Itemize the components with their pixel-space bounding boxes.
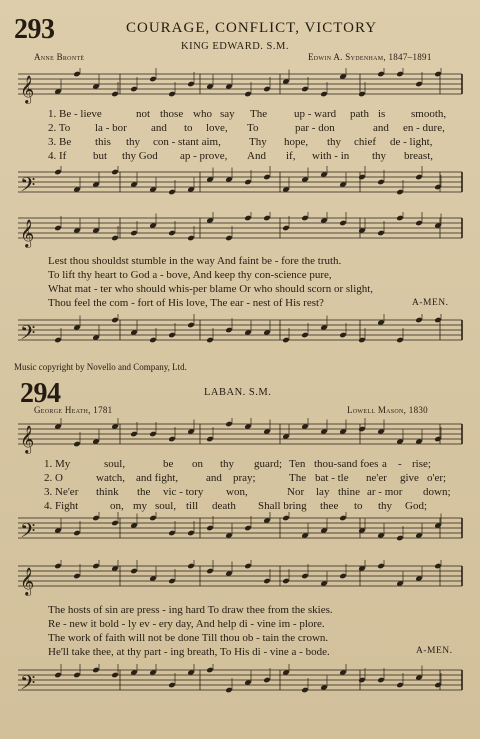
lyric: not [136,108,151,120]
lyric: a [382,458,387,470]
lyric: vic - tory [163,486,204,498]
lyric: ne'er [366,472,387,484]
lyric-line: Thou feel the com - fort of His love, The ear - nest of His rest? [48,297,324,309]
lyric: Thy [249,136,267,148]
author-293: Anne Brontë [34,52,85,62]
lyric: but [93,150,108,162]
music-staff-293-2 [0,166,480,206]
lyric: de - light, [390,136,433,148]
lyric: give [400,472,419,484]
lyric: soul, [155,500,177,512]
lyric: to [354,500,363,512]
music-staff-294-4 [0,664,480,706]
lyric-line: Re - new it bold - ly ev - ery day, And help di - vine im - plore. [48,618,325,630]
lyric: my [133,500,148,512]
music-staff-294-2 [0,512,480,554]
svg-text:𝄞: 𝄞 [20,567,35,595]
lyric: con - stant aim, [153,136,221,148]
lyric: love, [206,122,228,134]
lyric: thee [320,500,339,512]
lyric: on [192,458,203,470]
music-staff-294-3 [0,560,480,600]
lyric: path [350,108,369,120]
lyric-line: The hosts of sin are press - ing hard To draw thee from the skies. [48,604,333,616]
svg-text:𝄢: 𝄢 [20,519,36,547]
lyric: thy [327,136,342,148]
lyric: thy [372,150,387,162]
lyric: and fight, [136,472,179,484]
svg-text:𝄞: 𝄞 [20,75,35,103]
lyric: 1. My [44,458,71,470]
tune-name-294: LABAN. S.M. [204,387,272,398]
lyric: with - in [312,150,350,162]
hymn-number-294: 294 [20,378,61,409]
lyric: death [212,500,236,512]
lyric: 4. Fight [44,500,79,512]
lyric: lay [316,486,330,498]
lyric: And [247,150,266,162]
svg-text:𝄞: 𝄞 [20,425,35,453]
lyric: la - bor [95,122,127,134]
lyric: those [160,108,184,120]
lyric: God; [405,500,427,512]
lyric: watch, [96,472,126,484]
svg-text:𝄢: 𝄢 [20,321,36,349]
lyric: breast, [404,150,434,162]
lyric: par - don [295,122,335,134]
lyric: guard; [254,458,283,470]
lyric: bat - tle [315,472,349,484]
lyric-line: To lift thy heart to God a - bove, And keep thy con-science pure, [48,269,332,281]
music-staff-294-1 [0,418,480,458]
lyric: thy [126,136,141,148]
music-staff-293-3 [0,212,480,254]
lyric: rise; [412,458,431,470]
lyric: thy [220,458,235,470]
svg-text:𝄢: 𝄢 [20,671,36,699]
composer-294: Lowell Mason, 1830 [347,405,428,415]
lyric: up - ward [294,108,337,120]
lyric: 3. Ne'er [44,486,79,498]
lyric: Shall bring [258,500,307,512]
lyric: to [184,122,193,134]
svg-text:𝄢: 𝄢 [20,173,36,201]
music-staff-293-4 [0,314,480,356]
lyric: the [137,486,151,498]
verse-line: 1. Be - lieve [48,108,102,120]
lyric: till [186,500,199,512]
lyric-line: What mat - ter who should whis-per blame Or who should scorn or slight, [48,283,374,295]
lyric-line: The work of faith will not be done Till thou ob - tain the crown. [48,632,329,644]
lyric: Ten [289,458,306,470]
lyric: The [289,472,307,484]
lyric: say [220,108,235,120]
composer-293: Edwin A. Sydenham, 1847–1891 [308,52,432,62]
lyric-line: Lest thou shouldst stumble in the way And faint be - fore the truth. [48,255,342,267]
lyric: The [250,108,268,120]
copyright-note: Music copyright by Novello and Company, Ltd. [14,362,187,372]
svg-text:𝄞: 𝄞 [20,219,35,247]
lyric: smooth, [411,108,447,120]
lyric: think [96,486,119,498]
lyric: soul, [104,458,126,470]
lyric: o'er; [427,472,447,484]
lyric: be [163,458,174,470]
section-title: COURAGE, CONFLICT, VICTORY [126,20,378,36]
lyric: - [398,458,402,470]
lyric: To [247,122,259,134]
lyric: 4. If [48,150,67,162]
tune-name-293: KING EDWARD. S.M. [181,41,289,52]
lyric: and [373,122,389,134]
lyric: 3. Be [48,136,72,148]
lyric: Nor [287,486,305,498]
lyric: thy [378,500,393,512]
lyric: thou-sand foes [314,458,379,470]
lyric: chief [354,136,376,148]
lyric: 2. O [44,472,63,484]
lyric: ap - prove, [180,150,228,162]
lyric: 2. To [48,122,71,134]
lyric-line: He'll take thee, at thy part - ing breath, To His di - vine a - bode. [48,646,330,658]
lyric: hope, [284,136,309,148]
amen-294: A-MEN. [416,646,453,656]
lyric: down; [423,486,451,498]
hymn-number-293: 293 [14,14,55,45]
author-294: George Heath, 1781 [34,405,113,415]
lyric: ar - mor [367,486,403,498]
lyric: if, [286,150,296,162]
lyric: is [378,108,386,120]
lyric: this [95,136,111,148]
lyric: who [193,108,212,120]
lyric: won, [226,486,248,498]
lyric: pray; [233,472,256,484]
lyric: and [206,472,222,484]
lyric: and [151,122,167,134]
lyric: thy God [122,150,158,162]
lyric: on, [110,500,124,512]
lyric: thine [338,486,360,498]
lyric: en - dure, [403,122,445,134]
amen-293: A-MEN. [412,298,449,308]
